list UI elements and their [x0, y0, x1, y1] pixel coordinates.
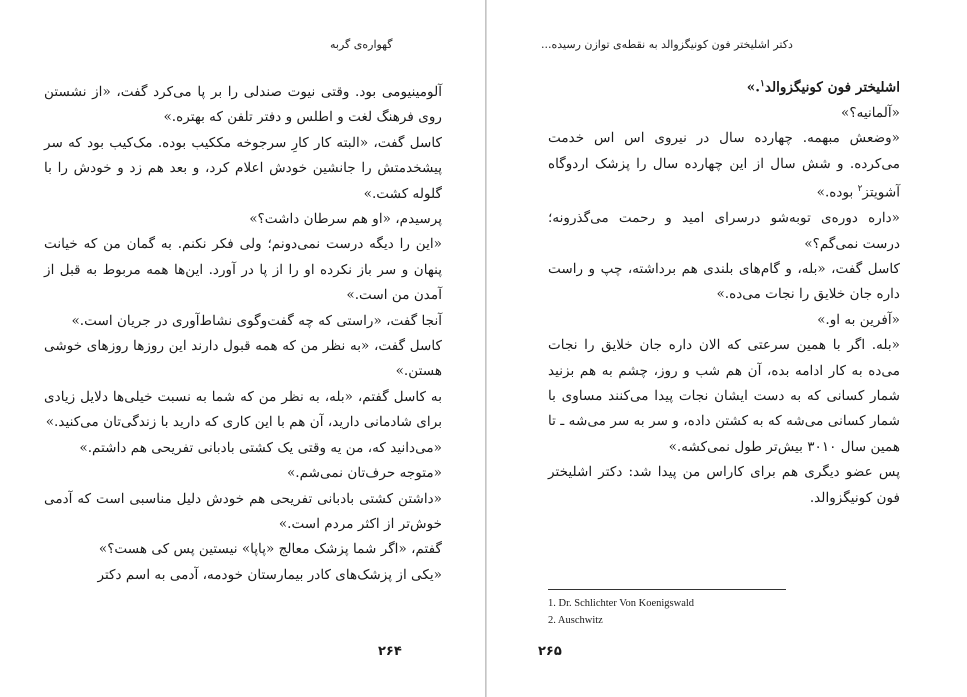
running-head: دکتر اشلیختر فون کونیگزوالد به نقطه‌ی توازن رسیده... [541, 38, 793, 51]
paragraph: پس عضو دیگری هم برای کاراس من پیدا شد: دکتر اشلیختر فون کونیگزوالد. [548, 464, 900, 506]
paragraph: پرسیدم، «او هم سرطان داشت؟» [249, 211, 442, 228]
footnote: 1. Dr. Schlichter Von Koenigswald [548, 598, 695, 609]
paragraph: «بله. اگر با همین سرعتی که الان داره جان خلایق را نجات می‌ده به کار ادامه بده، آن هم شب و روز، چشم به هم بزنید شمار کسانی که به دست ایشان نجات پیدا می‌کنند مساوی با شمار کسانی می‌شه که به کشتن داده، و سر به سر می‌شه ـ تا همین سال ۳۰۱۰ بیش‌تر طول نمی‌کشه.» [548, 337, 900, 455]
running-head: گهواره‌ی گربه [330, 38, 393, 51]
page-body [44, 80, 442, 588]
paragraph: کاسل گفت، «به نظر من که همه قبول دارند این روزها روزهای خوشی هستن.» [44, 338, 442, 380]
paragraph-text: «وضعش مبهمه. چهارده سال در نیروی اس اس خدمت می‌کرده. و شش سال از این چهارده سال را پزشک اردوگاه آشویتز [548, 130, 900, 201]
footnote: 2. Auschwitz [548, 615, 603, 626]
paragraph-text: بوده.» [816, 184, 858, 201]
paragraph: کاسل گفت، «البته کار کارِ سرجوخه مککیب بوده. مک‌کیب بود که سر پیشخدمتش را جانشین خودش اعلام کرد، و بعد هم زد و خودش را با گلوله کشت.» [44, 134, 442, 202]
paragraph: گفتم، «اگر شما پزشک معالج «پاپا» نیستین پس کی هست؟» [98, 541, 442, 558]
page-number: ۲۶۴ [378, 644, 402, 659]
paragraph: آلومینیومی بود. وقتی نیوت صندلی را بر پا می‌کرد گفت، «از نشستن روی فرهنگ لغت و اطلس و دفتر تلفن که بهتره.» [44, 84, 442, 126]
footnote-rule [548, 589, 786, 590]
right-page [488, 0, 967, 697]
paragraph: «آلمانیه؟» [841, 104, 900, 121]
paragraph [548, 72, 900, 101]
footnote-marker: ۱ [760, 79, 765, 89]
page-number: ۲۶۵ [538, 644, 562, 659]
footnotes [548, 595, 694, 629]
paragraph: «آفرین به او.» [817, 311, 900, 328]
paragraph: «یکی از پزشک‌های کادر بیمارستان خودمه، آدمی به اسم دکتر [97, 566, 442, 583]
gutter-divider [485, 0, 487, 697]
paragraph: «متوجه حرف‌تان نمی‌شم.» [286, 465, 442, 482]
paragraph-text: .» [746, 79, 761, 96]
footnote-marker: ۲ [857, 184, 863, 195]
paragraph: به کاسل گفتم، «بله، به نظر من که شما به نسبت خیلی‌ها دلایل زیادی برای شادمانی دارید، آن هم با این کاری که دارید با زندگی‌تان می‌کنید.» [44, 388, 442, 431]
paragraph: «داشتن کشتی بادبانی تفریحی هم خودش دلیل مناسبی است که آدمی خوش‌تر از اکثر مردم است.» [44, 490, 442, 532]
paragraph: «این را دیگه درست نمی‌دونم؛ ولی فکر نکنم. به گمان من که خیانت پنهان و سر باز نکرده او را از پا در آورد. این‌ها همه مربوط به قبل از آمدن من است.» [44, 236, 442, 304]
paragraph: «می‌دانید که، من یه وقتی یک کشتی بادبانی تفریحی هم داشتم.» [79, 439, 442, 456]
paragraph: آنجا گفت، «راستی که چه گفت‌وگوی نشاط‌آوری در جریان است.» [71, 312, 442, 329]
paragraph-text: اشلیختر فون کونیگزوالد [764, 79, 900, 96]
paragraph: کاسل گفت، «بله، و گام‌های بلندی هم برداشته، چپ و راست داره جان خلایق را نجات می‌ده.» [548, 260, 900, 303]
page-body [548, 72, 900, 511]
paragraph [548, 126, 900, 206]
paragraph: «داره دوره‌ی توبه‌شو درسرای امید و رحمت می‌گذرونه؛ درست نمی‌گم؟» [548, 210, 900, 252]
